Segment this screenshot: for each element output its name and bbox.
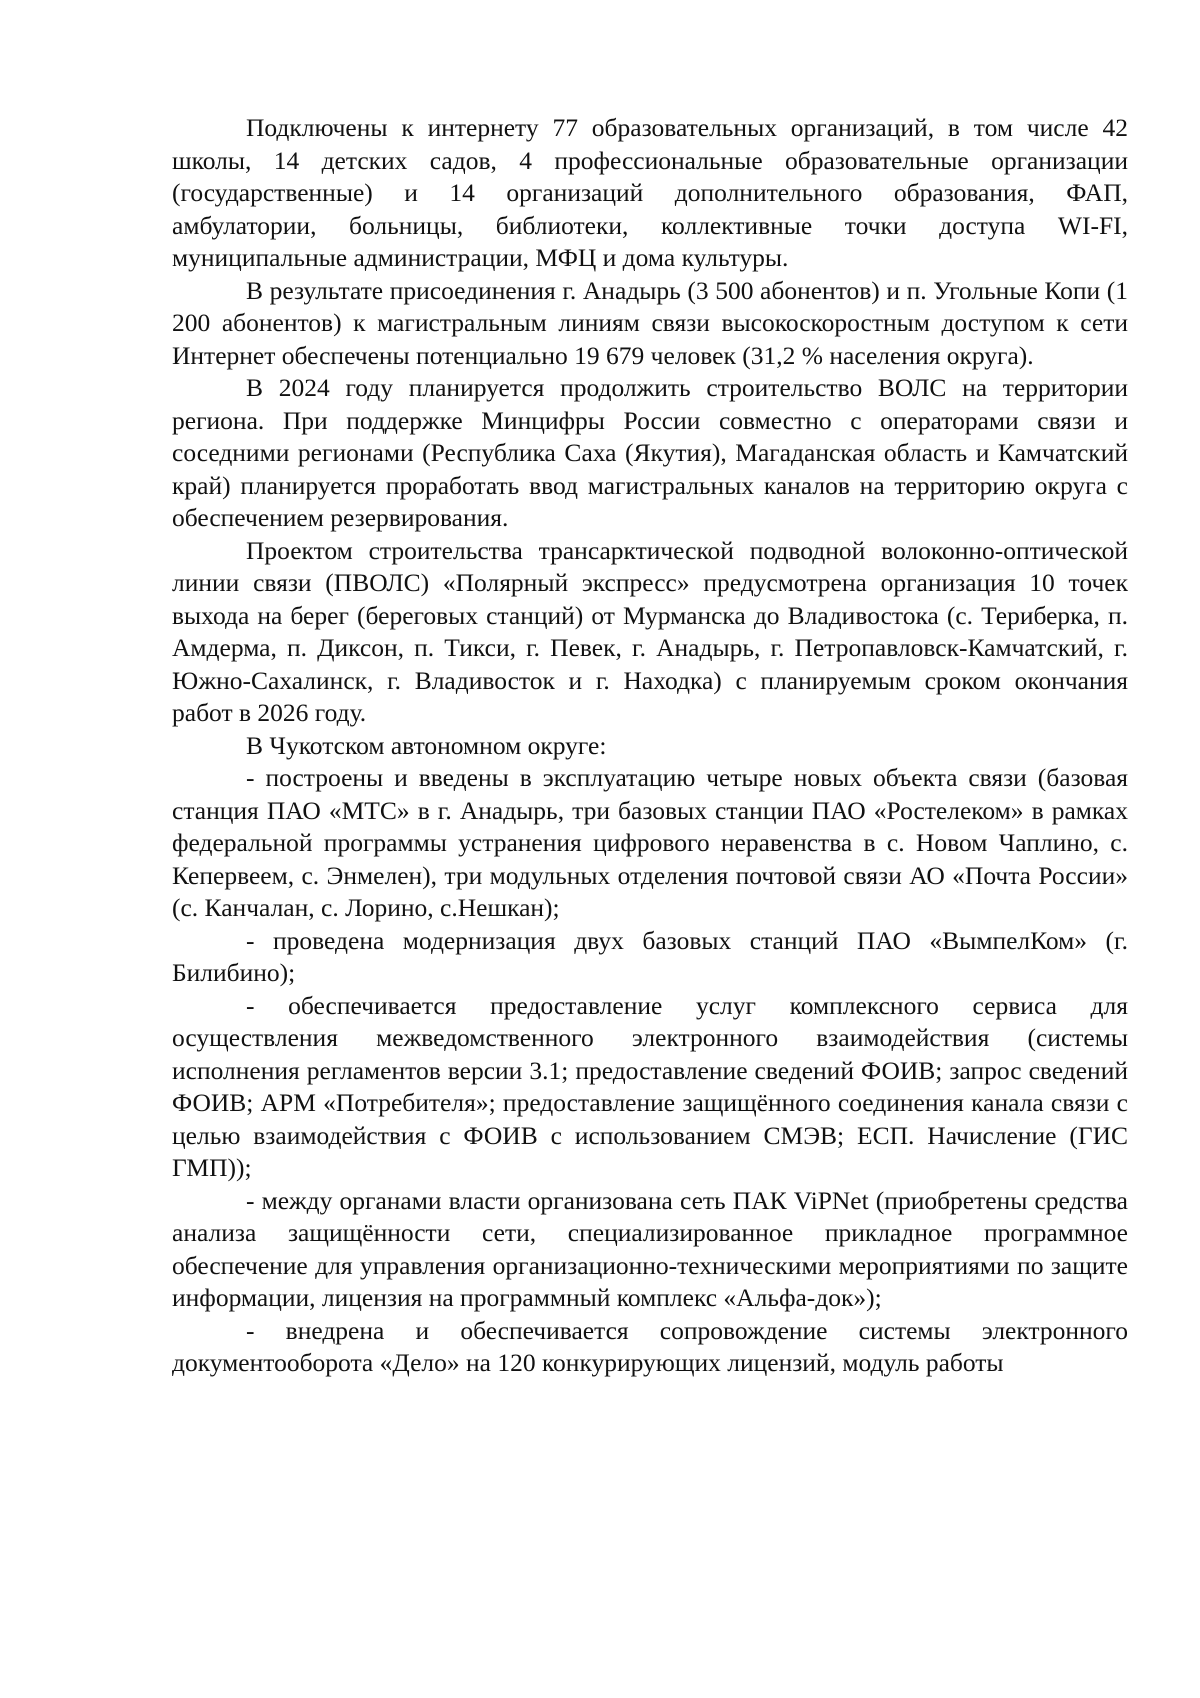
list-item-interagency-service: - обеспечивается предоставление услуг комплексного сервиса для осуществления межведомственного электронного взаимодействия (системы исполнения регламентов версии 3.1; предоставление сведений ФОИВ; запрос сведений ФОИВ; АРМ «Потребителя»; предоставление защищённого соединения канала связи с целью взаимодействия с ФОИВ с использованием СМЭВ; ЕСП. Начисление (ГИС ГМП)); [172, 990, 1128, 1182]
list-item-modernization: - проведена модернизация двух базовых станций ПАО «ВымпелКом» (г. Билибино); [172, 925, 1128, 987]
paragraph-polar-express: Проектом строительства трансарктической подводной волоконно-оптической линии связи (ПВОЛС) «Полярный экспресс» предусмотрена организация 10 точек выхода на берег (береговых станций) от Мурманска до Владивостока (с. Териберка, п. Амдерма, п. Диксон, п. Тикси, г. Певек, г. Анадырь, г. Петропавловск-Камчатский, г. Южно-Сахалинск, г. Владивосток и г. Находка) с планируемым сроком окончания работ в 2026 году. [172, 535, 1128, 727]
paragraph-chukotka-intro: В Чукотском автономном округе: [246, 730, 607, 760]
list-item-new-objects: - построены и введены в эксплуатацию четыре новых объекта связи (базовая станция ПАО «МТС» в г. Анадырь, три базовых станции ПАО «Ростелеком» в рамках федеральной программы устранения цифрового неравенства в с. Новом Чаплино, с. Кепервеем, с. Энмелен), три модульных отделения почтовой связи АО «Почта России» (с. Канчалан, с. Лорино, с.Нешкан); [172, 763, 1128, 922]
document-page [172, 112, 1128, 1380]
list-item-delo-system: - внедрена и обеспечивается сопровождение системы электронного документооборота «Дело» на 120 конкурирующих лицензий, модуль работы [172, 1315, 1128, 1377]
paragraph-internet-connection: Подключены к интернету 77 образовательных организаций, в том числе 42 школы, 14 детских садов, 4 профессиональные образовательные организации (государственные) и 14 организаций дополнительного образования, ФАП, амбулатории, больницы, библиотеки, коллективные точки доступа WI-FI, муниципальные администрации, МФЦ и дома культуры. [172, 113, 1128, 272]
list-item-vipnet: - между органами власти организована сеть ПАК ViPNet (приобретены средства анализа защищённости сети, специализированное прикладное программное обеспечение для управления организационно-техническими мероприятиями по защите информации, лицензия на программный комплекс «Альфа-док»); [172, 1185, 1128, 1312]
paragraph-2024-plans: В 2024 году планируется продолжить строительство ВОЛС на территории региона. При поддержке Минцифры России совместно с операторами связи и соседними регионами (Республика Саха (Якутия), Магаданская область и Камчатский край) планируется проработать ввод магистральных каналов на территорию округа с обеспечением резервирования. [172, 373, 1128, 532]
paragraph-anadyr-connection: В результате присоединения г. Анадырь (3 500 абонентов) и п. Угольные Копи (1 200 абонентов) к магистральным линиям связи высокоскоростным доступом к сети Интернет обеспечены потенциально 19 679 человек (31,2 % населения округа). [172, 275, 1128, 370]
